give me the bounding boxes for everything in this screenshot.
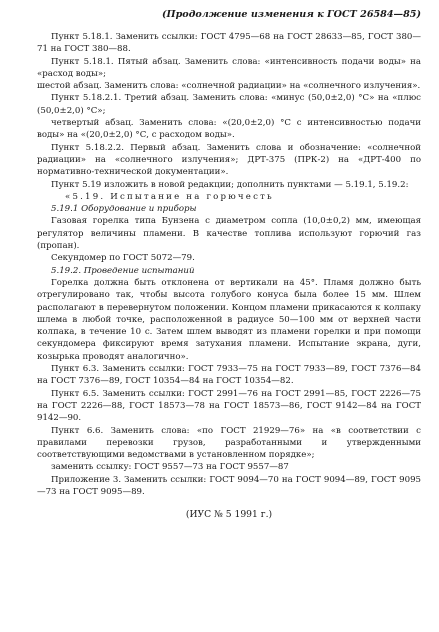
paragraph-6: Пункт 5.18.2.2. Первый абзац. Заменить слова и обозначение: «солнечной радиации» на «солнечного излучения»; ДРТ-375 (ПРК-2) на «ДРТ-400 по нормативно-технической документации». <box>37 142 421 178</box>
paragraph-6-3: Пункт 6.3. Заменить ссылки: ГОСТ 7933—75 на ГОСТ 7933—89, ГОСТ 7376—84 на ГОСТ 7376—89, ГОСТ 10354—84 на ГОСТ 10354—82. <box>37 364 421 387</box>
paragraph-5: четвертый абзац. Заменить слова: «(20,0±2,0) °С с интенсивностью подачи воды» на «(20,0±2,0) °С, с расходом воды». <box>37 118 421 141</box>
paragraph-test-procedure: Горелка должна быть отклонена от вертикали на 45°. Пламя должно быть отрегулировано так, чтобы высота голубого конуса была более 15 мм. Шлем располагают в перевернутом положении. Концом пламени прикасаются к колпаку шлема в любой точке, расположенной в радиусе 50—100 мм от верхней части колпака, в течение 10 с. Затем шлем выводят из пламени горелки и при помощи секундомера фиксируют время затухания пламени. Испытание экрана, дуги, козырька проводят аналогично». <box>37 277 421 362</box>
subsection-heading-5-19-2: 5.19.2. Проведение испытаний <box>51 265 195 276</box>
paragraph-6-6-ref: заменить ссылку: ГОСТ 9557—73 на ГОСТ 9557—87 <box>51 462 289 473</box>
paragraph-burner: Газовая горелка типа Бунзена с диаметром сопла (10,0±0,2) мм, имеющая регулятор величины пламени. В качестве топлива используют горючий газ (пропан). <box>37 216 421 252</box>
ius-reference: (ИУС № 5 1991 г.) <box>185 509 273 521</box>
paragraph-4: Пункт 5.18.2.1. Третий абзац. Заменить слова: «минус (50,0±2,0) °С» на «плюс (50,0±2,0) °С»; <box>37 93 421 116</box>
paragraph-6-6: Пункт 6.6. Заменить слова: «по ГОСТ 21929—76» на «в соответствии с правилами перевозки грузов, разработанными и утвержденными соответствующими ведомствами в установленном порядке»; <box>37 425 421 461</box>
paragraph-6-5: Пункт 6.5. Заменить ссылки: ГОСТ 2991—76 на ГОСТ 2991—85, ГОСТ 2226—75 на ГОСТ 2226—88, ГОСТ 18573—78 на ГОСТ 18573—86, ГОСТ 9142—84 на ГОСТ 9142—90. <box>37 388 421 424</box>
paragraph-7: Пункт 5.19 изложить в новой редакции; дополнить пунктами — 5.19.1, 5.19.2: <box>51 179 409 190</box>
subsection-heading-5-19-1: 5.19.1 Оборудование и приборы <box>51 204 197 215</box>
paragraph-appendix-3: Приложение 3. Заменить ссылки: ГОСТ 9094—70 на ГОСТ 9094—89, ГОСТ 9095—73 на ГОСТ 9095—89. <box>37 474 421 497</box>
page-header: (Продолжение изменения к ГОСТ 26584—85) <box>162 9 421 20</box>
paragraph-2: Пункт 5.18.1. Пятый абзац. Заменить слова: «интенсивность подачи воды» на «расход воды»; <box>37 56 421 79</box>
paragraph-stopwatch: Секундомер по ГОСТ 5072—79. <box>51 253 195 264</box>
paragraph-3: шестой абзац. Заменить слова: «солнечной радиации» на «солнечного излучения». <box>37 81 421 92</box>
paragraph-1: Пункт 5.18.1. Заменить ссылки: ГОСТ 4795—68 на ГОСТ 28633—85, ГОСТ 380—71 на ГОСТ 380—88. <box>37 32 421 55</box>
section-heading-5-19: «5.19. Испытание на горючесть <box>65 191 274 202</box>
